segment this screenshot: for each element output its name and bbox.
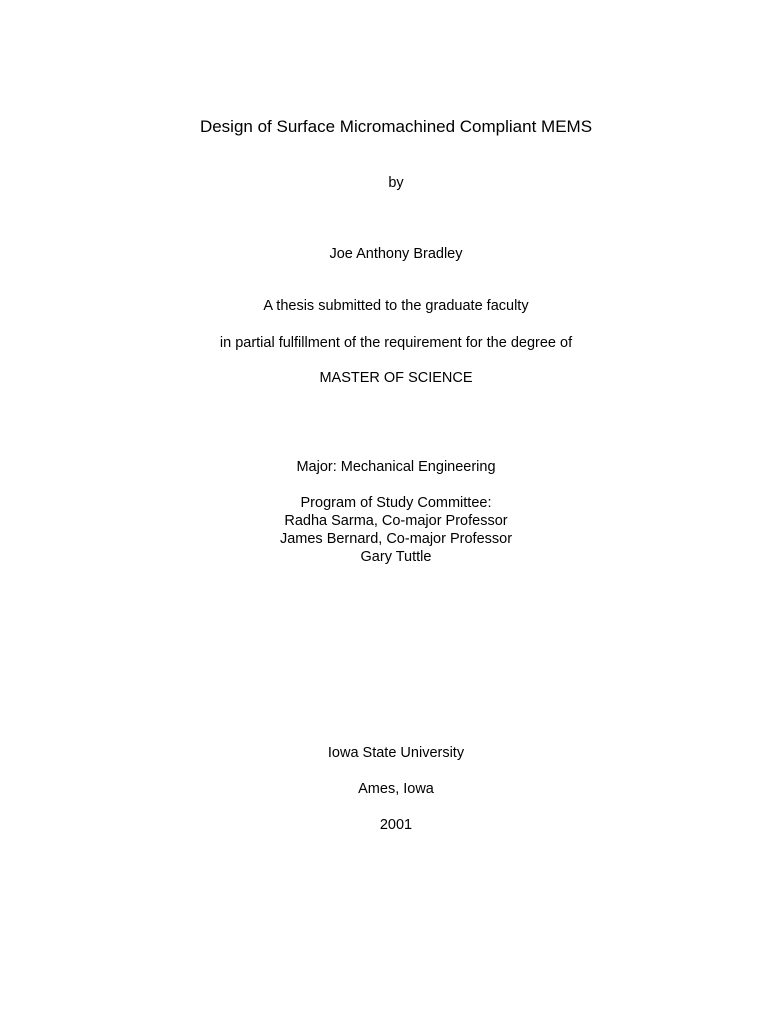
submission-line-2: in partial fulfillment of the requirement for the degree of [219, 335, 573, 351]
committee-member: James Bernard, Co-major Professor [279, 531, 513, 547]
major-line: Major: Mechanical Engineering [296, 459, 496, 475]
author-name: Joe Anthony Bradley [329, 246, 463, 262]
thesis-title: Design of Surface Micromachined Compliant MEMS [199, 117, 593, 136]
committee-member: Gary Tuttle [360, 549, 432, 565]
by-line: by [388, 175, 404, 191]
university-name: Iowa State University [327, 745, 465, 761]
committee-member: Radha Sarma, Co-major Professor [284, 513, 508, 529]
degree-name: MASTER OF SCIENCE [319, 370, 473, 386]
submission-line-1: A thesis submitted to the graduate faculty [263, 298, 529, 314]
thesis-year: 2001 [379, 817, 413, 833]
university-location: Ames, Iowa [358, 781, 434, 797]
committee-heading: Program of Study Committee: [300, 495, 492, 511]
